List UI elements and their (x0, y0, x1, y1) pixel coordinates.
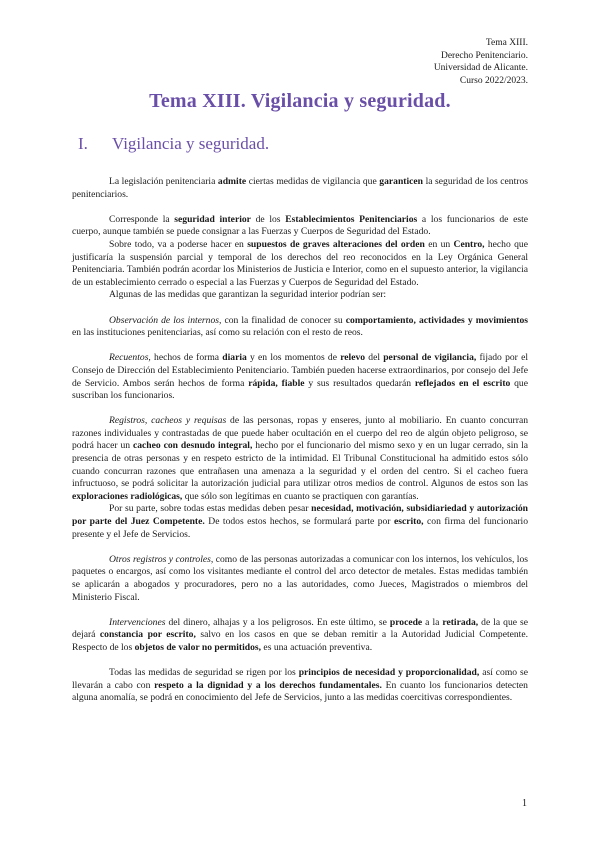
paragraph (72, 554, 528, 604)
bold-text: garanticen (379, 176, 423, 187)
bold-text: relevo (340, 352, 366, 364)
bold-text: reflejados en el escrito (414, 377, 511, 389)
text-run: a la (422, 616, 443, 628)
bold-text: objetos de valor no permitidos, (134, 641, 262, 653)
text-run: de los (250, 213, 286, 225)
header-subject: Derecho Penitenciario. (440, 50, 528, 61)
bold-text: seguridad interior (174, 213, 251, 225)
text-run: que suscriban los funcionarios. (72, 377, 528, 402)
page-number: 1 (522, 798, 527, 809)
text-run: Por su parte, sobre todas estas medidas deben pesar (109, 503, 312, 515)
text-run: hecho por el funcionario del mismo sexo y en un lugar cerrado, sin la presencia de otras personas y en respeto estricto de la intimidad. El Tribunal Constitucional ha admitido estos sólo cuando concurran razones que entrañasen una amenaza a la seguridad y el orden del centro. Si el cacheo fuera infructuoso, se podrá solicitar la autorización judicial para utilizar otros medios de control. Algunos de estos son las (72, 440, 528, 490)
paragraph (72, 415, 528, 503)
italic-text: Otros registros y controles, (109, 553, 214, 565)
paragraph (72, 503, 528, 541)
text-run: del dinero, alhajas y a los peligrosos. En este último, se (165, 616, 390, 628)
text-run: y en los momentos de (246, 352, 341, 364)
text-run: Sobre todo, va a poderse hacer en (109, 238, 248, 250)
document-body (72, 176, 528, 705)
page-header (434, 37, 528, 87)
bold-text: exploraciones radiológicas, (72, 490, 183, 502)
text-run: Corresponde la (109, 213, 175, 225)
text-run: así como se llevarán a cabo con (72, 667, 528, 691)
header-topic: Tema XIII. (485, 38, 528, 48)
paragraph (72, 214, 528, 239)
text-run: Algunas de las medidas que garantizan la seguridad interior podrían ser: (109, 289, 387, 301)
text-run: con la finalidad de conocer su (221, 314, 346, 326)
bold-text: necesidad, motivación, subsidiariedad y autorización por parte del Juez Competente. (72, 503, 528, 528)
page-title: Tema XIII. Vigilancia y seguridad. (149, 90, 451, 112)
text-run: hecho que justificaría la suspensión parcial y temporal de los derechos del reo reconocidos en la Ley Orgánica General Penitenciaria. También podrán acordar los Ministerios de Justicia e Interior, como en el supuesto anterior, la vigilancia de un establecimiento cerrado o especial a las Fuerzas y Cuerpos de Seguridad del Estado. (72, 238, 528, 288)
text-run: de la que se dejará (72, 616, 528, 641)
paragraph (72, 617, 528, 655)
italic-text: Recuentos, (109, 352, 151, 364)
bold-text: rápida, fiable (248, 377, 305, 389)
text-run: de las personas, ropas y enseres, junto al mobiliario. En cuanto concurran razones individuales y contrastadas de que puede haber ocultación en el cuerpo del reo de algún objeto peligroso, se podrá hacer un (72, 415, 528, 452)
section-number: I. (78, 134, 88, 153)
bold-text: comportamiento, actividades y movimientos (345, 314, 528, 326)
text-run: en las instituciones penitenciarias, así como su relación con el resto de reos. (72, 327, 363, 339)
italic-text: Registros, cacheos y requisas (109, 415, 227, 427)
text-run: La legislación penitenciaria (109, 176, 218, 187)
bold-text: Centro, (453, 238, 485, 250)
paragraph (72, 239, 528, 289)
bold-text: principios de necesidad y proporcionalidad, (298, 667, 480, 679)
text-run: hechos de forma (150, 352, 223, 364)
text-run: ciertas medidas de vigilancia que (246, 176, 380, 187)
bold-text: constancia por escrito, (99, 629, 196, 641)
paragraph (72, 667, 528, 705)
bold-text: cacheo con desnudo integral, (132, 440, 253, 452)
text-run: como de las personas autorizadas a comunicar con los internos, los vehículos, los paquetes o encargos, así como los visitantes mediante el control del arco detector de metales. Estas medidas también se aplicarán a abogados y procuradores, pero no a las autoridades, como Jueces, Magistrados o miembros del Ministerio Fiscal. (72, 553, 528, 603)
text-run: De todos estos hechos, se formulará parte por (204, 516, 394, 528)
paragraph (72, 315, 528, 340)
text-run: es una actuación preventiva. (261, 641, 373, 653)
bold-text: retirada, (442, 616, 479, 628)
section-title: Vigilancia y seguridad. (111, 134, 270, 153)
text-run: fijado por el Consejo de Dirección del Establecimiento Penitenciario. También pueden hacerse extraordinarios, por consejo del Jefe de Servicio. Ambos serán hechos de forma (72, 352, 528, 389)
text-run: del (365, 352, 384, 364)
bold-text: supuestos de graves alteraciones del orden (247, 238, 425, 250)
text-run: en un (424, 238, 454, 250)
italic-text: Observación de los internos, (109, 314, 222, 326)
text-run: con firma del funcionario presente y el Jefe de Servicios. (72, 516, 528, 540)
text-run: En cuanto los funcionarios detecten alguna anomalía, se podrá en conocimiento del Jefe de Servicios, junto a las medidas coercitivas correspondientes. (72, 679, 528, 704)
text-run: y sus resultados quedarán (304, 377, 415, 389)
text-run: la seguridad de los centros penitenciarios. (72, 176, 528, 200)
bold-text: respeto a la dignidad y a los derechos fundamentales. (154, 679, 382, 691)
italic-text: Intervenciones (109, 616, 166, 628)
bold-text: personal de vigilancia, (383, 352, 477, 364)
paragraph (72, 289, 528, 302)
bold-text: Establecimientos Penitenciarios (285, 213, 418, 225)
text-run: Todas las medidas de seguridad se rigen por los (109, 667, 299, 679)
section-heading (78, 134, 269, 154)
text-run: que sólo son legítimas en cuanto se practiquen con garantías. (182, 490, 419, 502)
bold-text: admite (217, 176, 247, 187)
paragraph (72, 352, 528, 402)
header-university: Universidad de Alicante. (433, 63, 528, 74)
bold-text: diaria (222, 352, 247, 364)
text-run: salvo en los casos en que se deban remitir a la Autoridad Judicial Competente. Respecto de los (72, 629, 529, 653)
bold-text: escrito, (393, 516, 424, 528)
header-course: Curso 2022/2023. (459, 75, 528, 86)
paragraph (72, 176, 528, 201)
text-run: a los funcionarios de este cuerpo, aunque también se puede consignar a las Fuerzas y Cuerpos de Seguridad del Estado. (72, 213, 528, 238)
bold-text: procede (389, 616, 423, 628)
